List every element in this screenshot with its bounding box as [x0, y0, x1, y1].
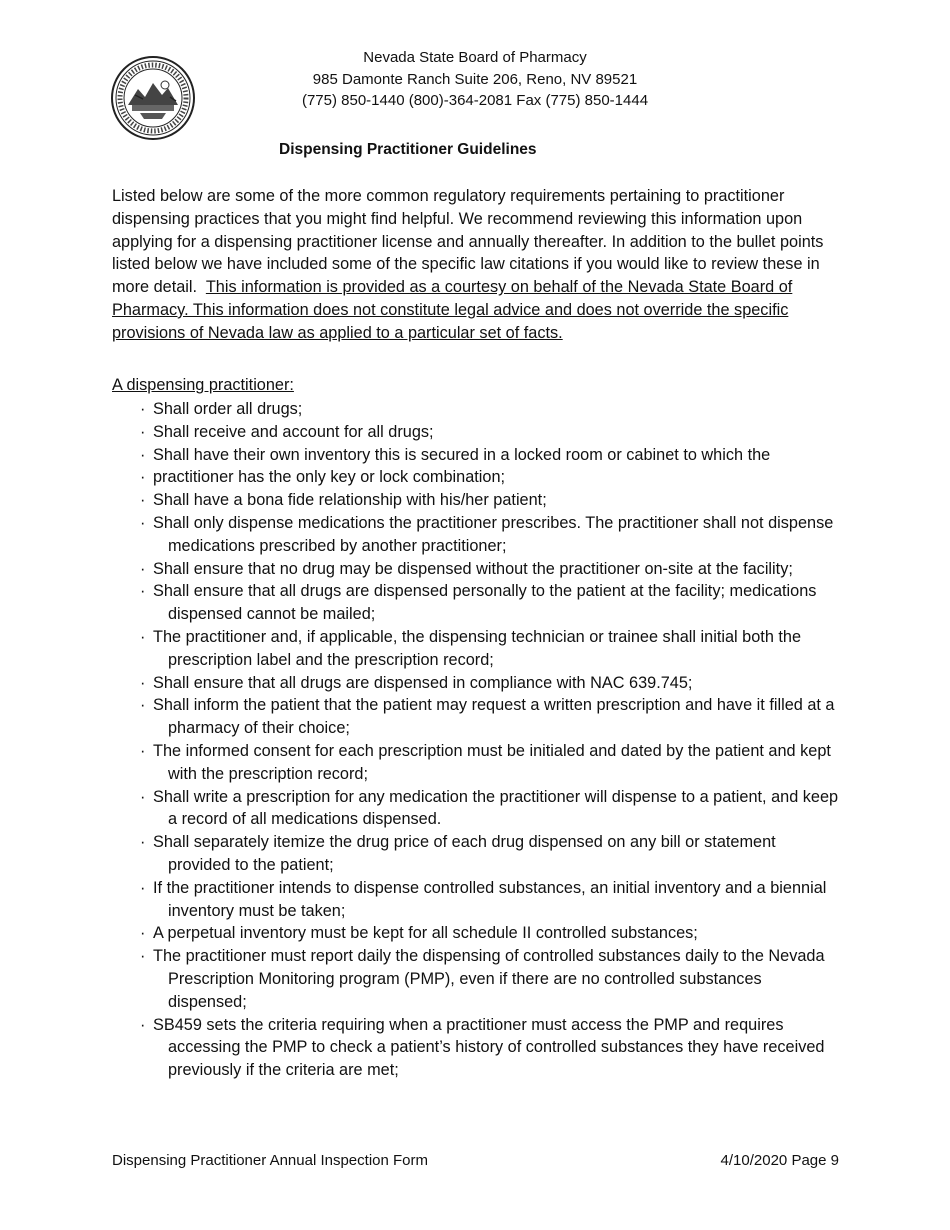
list-item: · Shall have their own inventory this is secured in a locked room or cabinet to which the [112, 444, 842, 467]
requirements-list [112, 398, 842, 1082]
footer-form-name: Dispensing Practitioner Annual Inspection Form [112, 1152, 428, 1169]
list-item: · Shall order all drugs; [112, 398, 842, 421]
bullet: · [140, 924, 146, 943]
bullet: · [140, 833, 146, 852]
bullet: · [140, 673, 146, 692]
bullet: · [140, 468, 146, 487]
bullet: · [140, 741, 146, 760]
bullet: · [140, 422, 146, 441]
bullet: · [140, 878, 146, 897]
list-item: · Shall write a prescription for any medication the practitioner will dispense to a patient, and keep a record of all medications dispensed. [140, 787, 839, 829]
list-item: · The practitioner and, if applicable, the dispensing technician or trainee shall initial both the prescription label and the prescription record; [140, 627, 802, 669]
list-item: · Shall ensure that all drugs are dispensed personally to the patient at the facility; medications dispensed cannot be mailed; [140, 582, 817, 624]
bullet: · [140, 513, 146, 532]
list-item: · Shall ensure that all drugs are dispensed in compliance with NAC 639.745; [112, 672, 842, 695]
list-item: · Shall inform the patient that the patient may request a written prescription and have it filled at a pharmacy of their choice; [140, 696, 835, 738]
footer-date-page: 4/10/2020 Page 9 [720, 1152, 839, 1169]
list-item: · The informed consent for each prescription must be initialed and dated by the patient and kept with the prescription record; [140, 741, 831, 783]
letterhead [300, 47, 650, 112]
list-item: · SB459 sets the criteria requiring when a practitioner must access the PMP and requires accessing the PMP to check a patient’s history of controlled substances they have received previously if the criteria are met; [140, 1015, 825, 1080]
list-item: · Shall ensure that no drug may be dispensed without the practitioner on-site at the facility; [112, 558, 842, 581]
bullet: · [140, 787, 146, 806]
list-item: · practitioner has the only key or lock combination; [112, 466, 842, 489]
board-phones: (775) 850-1440 (800)-364-2081 Fax (775) 850-1444 [301, 92, 649, 109]
bullet: · [140, 627, 146, 646]
bullet: · [140, 559, 146, 578]
bullet: · [140, 491, 146, 510]
list-item: · If the practitioner intends to dispense controlled substances, an initial inventory and a biennial inventory must be taken; [140, 878, 827, 920]
bullet: · [140, 400, 146, 418]
bullet: · [140, 947, 146, 966]
list-item: · Shall receive and account for all drugs; [112, 421, 842, 444]
list-item: · Shall have a bona fide relationship with his/her patient; [112, 489, 842, 512]
intro-text: Listed below are some of the more common regulatory requirements pertaining to practitioner dispensing practices that you might find helpful. We recommend reviewing this information upon applying for a dispensing practitioner license and annually thereafter. In addition to the bullet points listed below we have included some of the specific law citations if you would like to review these in more detail. [112, 187, 824, 297]
list-item: · The practitioner must report daily the dispensing of controlled substances daily to the Nevada Prescription Monitoring program (PMP), even if there are no controlled substances dispensed; [140, 947, 825, 1011]
state-seal-logo [110, 55, 196, 141]
board-address: 985 Damonte Ranch Suite 206, Reno, NV 89521 [312, 70, 638, 88]
board-name: Nevada State Board of Pharmacy [363, 49, 587, 66]
list-item: · Shall separately itemize the drug price of each drug dispensed on any bill or statement provided to the patient; [140, 833, 776, 874]
section-heading: A dispensing practitioner: [112, 376, 294, 394]
disclaimer-text: This information is provided as a courtesy on behalf of the Nevada State Board of Pharmacy. This information does not constitute legal advice and does not override the specific provisions of Nevada law as applied to a particular set of facts. [112, 278, 793, 342]
bullet: · [140, 1015, 146, 1034]
bullet: · [140, 445, 146, 464]
bullet: · [140, 582, 146, 601]
document-title: Dispensing Practitioner Guidelines [279, 141, 537, 158]
intro-paragraph [112, 185, 840, 345]
list-item: · Shall only dispense medications the practitioner prescribes. The practitioner shall not dispense medications prescribed by another practitioner; [140, 513, 834, 555]
bullet: · [140, 696, 146, 715]
list-item: · A perpetual inventory must be kept for all schedule II controlled substances; [112, 922, 842, 945]
